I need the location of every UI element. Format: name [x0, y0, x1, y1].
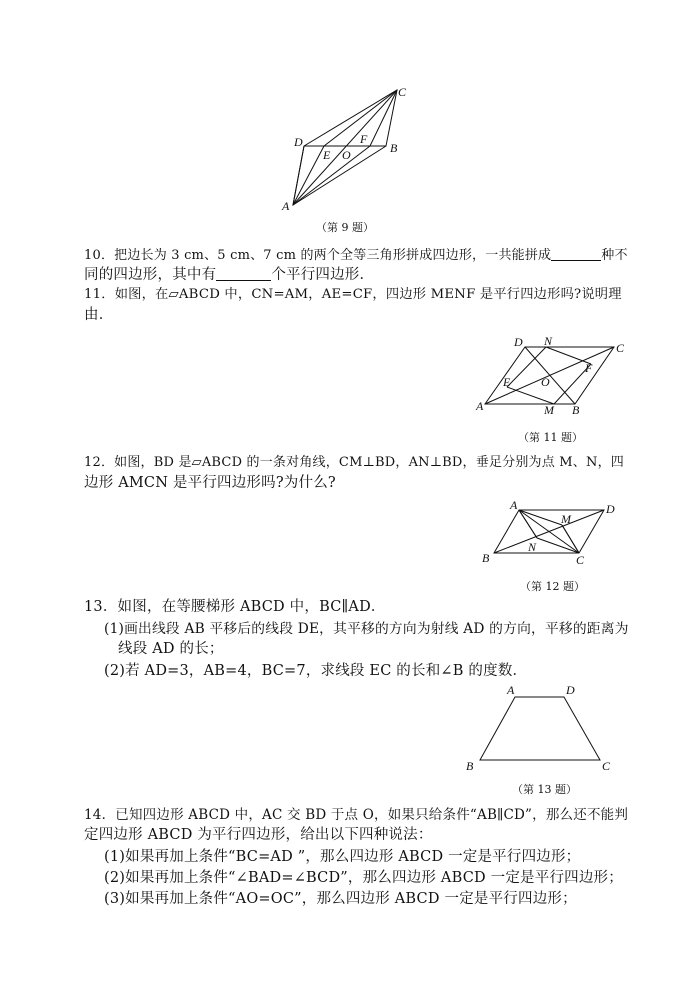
- figure-12-diagram: [478, 496, 618, 572]
- figure-13-caption: （第 13 题）: [512, 783, 577, 796]
- fig11-label-o: O: [541, 375, 550, 389]
- fig11-label-n: N: [544, 334, 553, 348]
- figure-12-caption: （第 12 题）: [520, 580, 585, 593]
- fig9-label-b: B: [390, 141, 398, 155]
- fig9-label-d: D: [294, 135, 303, 149]
- q13-line-4: (2)若 AD=3，AB=4，BC=7，求线段 EC 的长和∠B 的度数．: [104, 663, 528, 679]
- fig11-label-c: C: [616, 341, 624, 355]
- fig13-label-b: B: [466, 759, 474, 773]
- q10-blank-1[interactable]: [551, 246, 601, 261]
- fig9-label-a: A: [282, 199, 290, 213]
- q12-line-2: 边形 AMCN 是平行四边形吗?为什么?: [84, 475, 336, 491]
- figure-9-diagram: [280, 80, 410, 215]
- fig12-label-m: M: [561, 512, 571, 526]
- q11-line-2: 由．: [84, 307, 114, 323]
- fig11-label-b: B: [572, 403, 580, 417]
- figure-11-caption: （第 11 题）: [518, 431, 583, 444]
- figure-9-caption: （第 9 题）: [316, 221, 374, 234]
- fig9-label-f: F: [360, 132, 368, 146]
- q10-line-2: 同的四边形，其中有 个平行四边形．: [84, 267, 375, 283]
- q13-line-2: (1)画出线段 AB 平移后的线段 DE，其平移的方向为射线 AD 的方向，平移的距离为: [104, 621, 629, 637]
- q14-line-4: (2)如果再加上条件“∠BAD=∠BCD”，那么四边形 ABCD 一定是平行四边形；: [104, 870, 623, 886]
- q13-line-1: 13．如图，在等腰梯形 ABCD 中，BC∥AD．: [84, 599, 386, 615]
- fig13-label-c: C: [602, 759, 611, 773]
- fig9-label-c: C: [398, 85, 407, 99]
- fig13-label-a: A: [507, 683, 515, 697]
- q14-line-2: 定四边形 ABCD 为平行四边形，给出以下四种说法：: [84, 827, 433, 843]
- fig12-label-n: N: [528, 540, 537, 554]
- fig12-label-c: C: [576, 553, 585, 567]
- q10-blank-2[interactable]: [216, 266, 271, 281]
- q14-line-1: 14．已知四边形 ABCD 中，AC 交 BD 于点 O，如果只给条件“AB∥CD”，那么还不能判: [84, 807, 629, 823]
- fig9-label-o: O: [342, 148, 351, 162]
- fig11-label-d: D: [514, 335, 523, 349]
- fig13-label-d: D: [566, 683, 575, 697]
- fig12-label-b: B: [482, 551, 490, 565]
- figure-13-diagram: [460, 682, 620, 774]
- figure-11-diagram: [474, 334, 624, 420]
- fig11-label-m: M: [544, 403, 554, 417]
- q13-line-3: 线段 AD 的长；: [118, 641, 224, 657]
- fig11-label-e: E: [503, 375, 511, 389]
- q12-line-1: 12．如图，BD 是▱ABCD 的一条对角线，CM⊥BD，AN⊥BD，垂足分别为点 M、N，四: [84, 455, 624, 470]
- fig11-label-a: A: [476, 399, 484, 413]
- q10-line-1: 10．把边长为 3 cm、5 cm、7 cm 的两个全等三角形拼成四边形，一共能拼成 种不: [84, 248, 628, 263]
- q11-line-1: 11．如图，在▱ABCD 中，CN=AM，AE=CF，四边形 MENF 是平行四边形吗?说明理: [84, 287, 622, 302]
- fig12-label-d: D: [606, 502, 615, 516]
- fig12-label-a: A: [510, 498, 518, 512]
- fig11-label-f: F: [585, 361, 593, 375]
- q14-line-5: (3)如果再加上条件“AO=OC”，那么四边形 ABCD 一定是平行四边形；: [104, 891, 577, 907]
- q14-line-3: (1)如果再加上条件“BC=AD ”，那么四边形 ABCD 一定是平行四边形；: [104, 849, 581, 865]
- fig9-label-e: E: [323, 148, 331, 162]
